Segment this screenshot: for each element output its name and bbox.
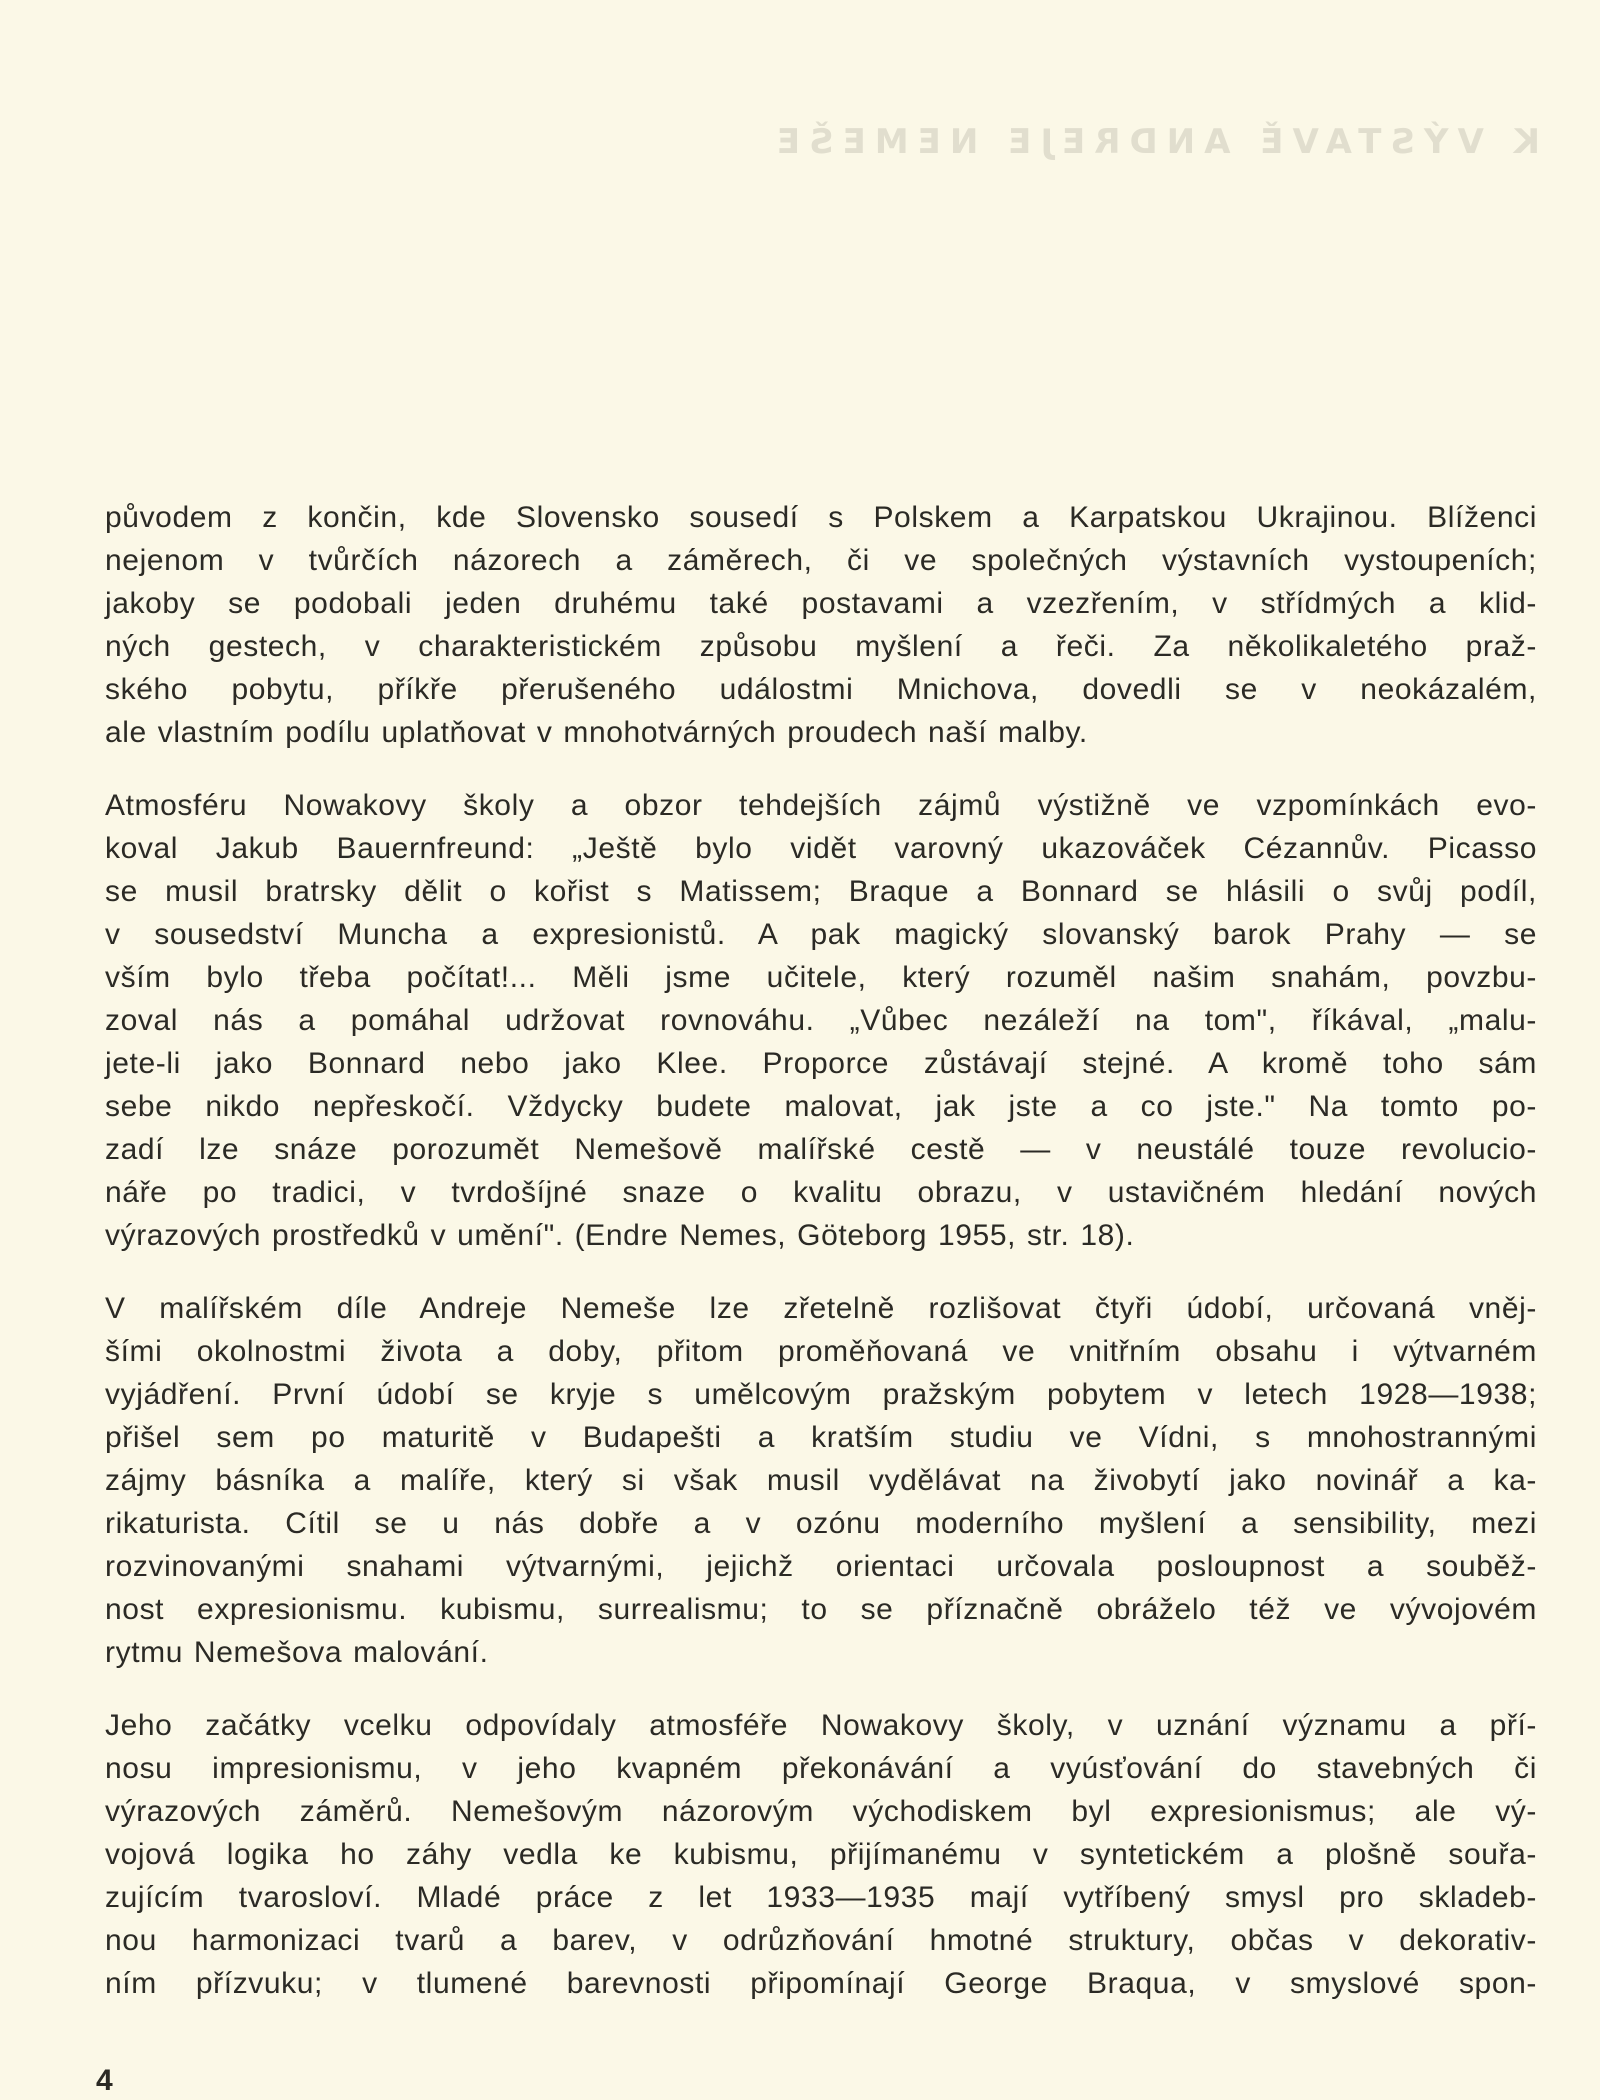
text-line: vším bylo třeba počítat!... Měli jsme učitele, který rozuměl našim snahám, povzbu- [105, 961, 1537, 994]
text-line: sebe nikdo nepřeskočí. Vždycky budete malovat, jak jste a co jste." Na tomto po- [105, 1090, 1537, 1123]
text-line: ním přízvuku; v tlumené barevnosti připomínají George Braqua, v smyslové spon- [105, 1967, 1537, 2000]
text-line: nejenom v tvůrčích názorech a záměrech, či ve společných výstavních vystoupeních; [105, 544, 1537, 577]
text-line: Atmosféru Nowakovy školy a obzor tehdejších zájmů výstižně ve vzpomínkách evo- [105, 789, 1537, 822]
page-number: 4 [96, 2064, 113, 2097]
text-line: výrazových prostředků v umění". (Endre Nemes, Göteborg 1955, str. 18). [105, 1219, 1135, 1252]
text-line: ského pobytu, příkře přerušeného událostmi Mnichova, dovedli se v neokázalém, [105, 673, 1537, 706]
text-line: zájmy básníka a malíře, který si však musil vydělávat na živobytí jako novinář a ka- [105, 1464, 1537, 1497]
text-line: zadí lze snáze porozumět Nemešově malířské cestě — v neustálé touze revolucio- [105, 1133, 1537, 1166]
text-line: náře po tradici, v tvrdošíjné snaze o kvalitu obrazu, v ustavičném hledání nových [105, 1176, 1537, 1209]
body-text [105, 496, 1537, 2035]
text-line: nosu impresionismu, v jeho kvapném překonávání a vyúsťování do stavebných či [105, 1752, 1537, 1785]
text-line: zoval nás a pomáhal udržovat rovnováhu. „Vůbec nezáleží na tom", říkával, „malu- [105, 1004, 1537, 1037]
paragraph [105, 496, 1537, 754]
text-line: rytmu Nemešova malování. [105, 1636, 489, 1669]
bleed-through-title: K VÝSTAVĚ ANDREJE NEMEŠE [767, 122, 1540, 162]
paragraph [105, 1704, 1537, 2005]
text-line: vyjádření. První údobí se kryje s umělcovým pražským pobytem v letech 1928—1938; [105, 1378, 1537, 1411]
text-line: koval Jakub Bauernfreund: „Ještě bylo vidět varovný ukazováček Cézannův. Picasso [105, 832, 1537, 865]
text-line: ale vlastním podílu uplatňovat v mnohotvárných proudech naší malby. [105, 716, 1088, 749]
paragraph [105, 1287, 1537, 1674]
text-line: zujícím tvarosloví. Mladé práce z let 1933—1935 mají vytříbený smysl pro skladeb- [105, 1881, 1537, 1914]
text-line: jete-li jako Bonnard nebo jako Klee. Proporce zůstávají stejné. A kromě toho sám [105, 1047, 1537, 1080]
text-line: ných gestech, v charakteristickém způsobu myšlení a řeči. Za několikaletého praž- [105, 630, 1537, 663]
text-line: nost expresionismu. kubismu, surrealismu; to se příznačně obráželo též ve vývojovém [105, 1593, 1537, 1626]
text-line: jakoby se podobali jeden druhému také postavami a vzezřením, v střídmých a klid- [105, 587, 1537, 620]
text-line: původem z končin, kde Slovensko sousedí s Polskem a Karpatskou Ukrajinou. Blíženci [105, 501, 1537, 534]
text-line: nou harmonizaci tvarů a barev, v odrůzňování hmotné struktury, občas v dekorativ- [105, 1924, 1537, 1957]
text-line: vojová logika ho záhy vedla ke kubismu, přijímanému v syntetickém a plošně souřa- [105, 1838, 1537, 1871]
paragraph [105, 784, 1537, 1257]
text-line: Jeho začátky vcelku odpovídaly atmosféře Nowakovy školy, v uznání významu a pří- [105, 1709, 1537, 1742]
text-line: rozvinovanými snahami výtvarnými, jejichž orientaci určovala posloupnost a souběž- [105, 1550, 1537, 1583]
text-line: šími okolnostmi života a doby, přitom proměňovaná ve vnitřním obsahu i výtvarném [105, 1335, 1537, 1368]
text-line: rikaturista. Cítil se u nás dobře a v ozónu moderního myšlení a sensibility, mezi [105, 1507, 1537, 1540]
text-line: v sousedství Muncha a expresionistů. A pak magický slovanský barok Prahy — se [105, 918, 1537, 951]
text-line: se musil bratrsky dělit o kořist s Matissem; Braque a Bonnard se hlásili o svůj podíl, [105, 875, 1537, 908]
text-line: výrazových záměrů. Nemešovým názorovým východiskem byl expresionismus; ale vý- [105, 1795, 1537, 1828]
text-line: V malířském díle Andreje Nemeše lze zřetelně rozlišovat čtyři údobí, určovaná vněj- [105, 1292, 1537, 1325]
text-line: přišel sem po maturitě v Budapešti a kratším studiu ve Vídni, s mnohostrannými [105, 1421, 1537, 1454]
